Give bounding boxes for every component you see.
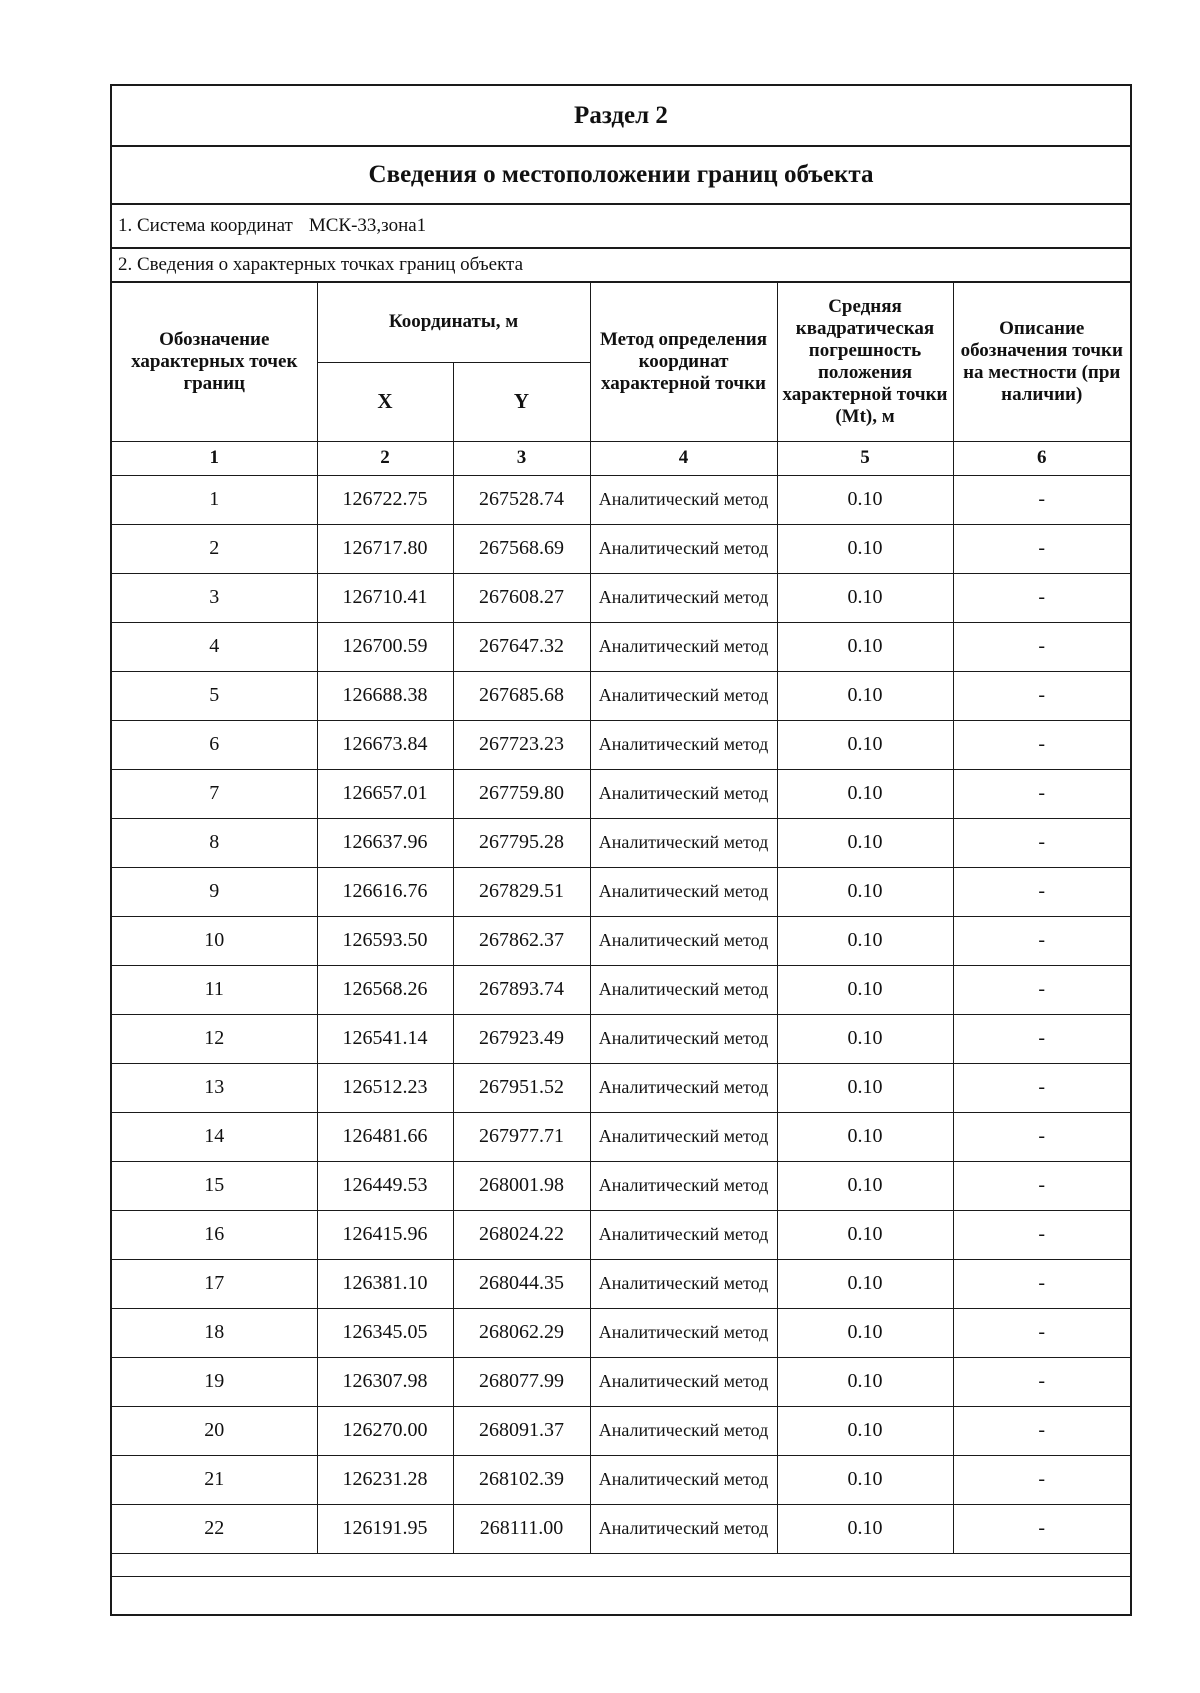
description-cell: -	[953, 1014, 1130, 1063]
x-coordinate-cell: 126717.80	[317, 524, 453, 573]
accuracy-cell: 0.10	[777, 1455, 953, 1504]
point-cell: 5	[112, 671, 317, 720]
description-cell: -	[953, 1161, 1130, 1210]
point-cell: 14	[112, 1112, 317, 1161]
point-cell: 1	[112, 475, 317, 524]
point-cell: 17	[112, 1259, 317, 1308]
accuracy-cell: 0.10	[777, 769, 953, 818]
accuracy-cell: 0.10	[777, 916, 953, 965]
accuracy-cell: 0.10	[777, 1210, 953, 1259]
point-cell: 6	[112, 720, 317, 769]
x-coordinate-cell: 126231.28	[317, 1455, 453, 1504]
description-cell: -	[953, 524, 1130, 573]
y-coordinate-cell: 267795.28	[453, 818, 590, 867]
x-coordinate-cell: 126541.14	[317, 1014, 453, 1063]
accuracy-cell: 0.10	[777, 720, 953, 769]
empty-cell	[112, 1553, 1130, 1576]
description-cell: -	[953, 1504, 1130, 1553]
description-cell: -	[953, 1063, 1130, 1112]
table-row	[112, 1112, 1130, 1161]
x-coordinate-cell: 126449.53	[317, 1161, 453, 1210]
description-cell: -	[953, 818, 1130, 867]
method-cell: Аналитический метод	[590, 1455, 777, 1504]
description-cell: -	[953, 867, 1130, 916]
table-row	[112, 1063, 1130, 1112]
point-cell: 9	[112, 867, 317, 916]
table-row	[112, 524, 1130, 573]
y-coordinate-cell: 268077.99	[453, 1357, 590, 1406]
description-cell: -	[953, 1406, 1130, 1455]
boundary-points-table	[112, 283, 1130, 1577]
column-number: 2	[317, 441, 453, 475]
x-coordinate-cell: 126722.75	[317, 475, 453, 524]
x-coordinate-cell: 126700.59	[317, 622, 453, 671]
table-row	[112, 769, 1130, 818]
coordinate-system-label: 1. Система координат	[118, 215, 293, 236]
accuracy-cell: 0.10	[777, 1259, 953, 1308]
accuracy-cell: 0.10	[777, 524, 953, 573]
y-coordinate-cell: 267893.74	[453, 965, 590, 1014]
point-cell: 3	[112, 573, 317, 622]
x-coordinate-cell: 126481.66	[317, 1112, 453, 1161]
x-coordinate-cell: 126593.50	[317, 916, 453, 965]
method-cell: Аналитический метод	[590, 524, 777, 573]
description-cell: -	[953, 965, 1130, 1014]
point-cell: 20	[112, 1406, 317, 1455]
description-cell: -	[953, 720, 1130, 769]
x-coordinate-cell: 126307.98	[317, 1357, 453, 1406]
points-table-body	[112, 475, 1130, 1576]
column-number: 1	[112, 441, 317, 475]
table-row	[112, 1504, 1130, 1553]
method-cell: Аналитический метод	[590, 1112, 777, 1161]
description-cell: -	[953, 916, 1130, 965]
header-coordinates: Координаты, м	[317, 283, 590, 362]
x-coordinate-cell: 126568.26	[317, 965, 453, 1014]
x-coordinate-cell: 126637.96	[317, 818, 453, 867]
x-coordinate-cell: 126191.95	[317, 1504, 453, 1553]
point-cell: 15	[112, 1161, 317, 1210]
y-coordinate-cell: 268044.35	[453, 1259, 590, 1308]
y-coordinate-cell: 268024.22	[453, 1210, 590, 1259]
y-coordinate-cell: 267951.52	[453, 1063, 590, 1112]
section-title: Раздел 2	[112, 86, 1130, 147]
header-x: X	[317, 362, 453, 441]
column-number: 4	[590, 441, 777, 475]
description-cell: -	[953, 622, 1130, 671]
y-coordinate-cell: 267829.51	[453, 867, 590, 916]
description-cell: -	[953, 1112, 1130, 1161]
y-coordinate-cell: 268091.37	[453, 1406, 590, 1455]
description-cell: -	[953, 769, 1130, 818]
x-coordinate-cell: 126688.38	[317, 671, 453, 720]
header-point-designation: Обозначение характерных точек границ	[112, 283, 317, 441]
y-coordinate-cell: 267608.27	[453, 573, 590, 622]
point-cell: 12	[112, 1014, 317, 1063]
y-coordinate-cell: 267647.32	[453, 622, 590, 671]
coordinate-system-value: МСК-33,зона1	[308, 215, 427, 236]
y-coordinate-cell: 268102.39	[453, 1455, 590, 1504]
description-cell: -	[953, 1357, 1130, 1406]
accuracy-cell: 0.10	[777, 1357, 953, 1406]
y-coordinate-cell: 267977.71	[453, 1112, 590, 1161]
method-cell: Аналитический метод	[590, 1014, 777, 1063]
point-cell: 13	[112, 1063, 317, 1112]
point-cell: 21	[112, 1455, 317, 1504]
method-cell: Аналитический метод	[590, 1406, 777, 1455]
points-section-label: 2. Сведения о характерных точках границ объекта	[112, 249, 1130, 283]
table-row	[112, 475, 1130, 524]
x-coordinate-cell: 126657.01	[317, 769, 453, 818]
method-cell: Аналитический метод	[590, 1161, 777, 1210]
accuracy-cell: 0.10	[777, 573, 953, 622]
table-row	[112, 1357, 1130, 1406]
table-row	[112, 965, 1130, 1014]
table-row	[112, 916, 1130, 965]
table-row	[112, 1406, 1130, 1455]
method-cell: Аналитический метод	[590, 671, 777, 720]
point-cell: 2	[112, 524, 317, 573]
description-cell: -	[953, 1308, 1130, 1357]
table-row	[112, 1210, 1130, 1259]
column-number-row	[112, 441, 1130, 475]
column-number: 5	[777, 441, 953, 475]
accuracy-cell: 0.10	[777, 671, 953, 720]
header-description: Описание обозначения точки на местности (при наличии)	[953, 283, 1130, 441]
method-cell: Аналитический метод	[590, 1357, 777, 1406]
description-cell: -	[953, 1455, 1130, 1504]
point-cell: 4	[112, 622, 317, 671]
x-coordinate-cell: 126512.23	[317, 1063, 453, 1112]
y-coordinate-cell: 267862.37	[453, 916, 590, 965]
method-cell: Аналитический метод	[590, 622, 777, 671]
method-cell: Аналитический метод	[590, 867, 777, 916]
table-row	[112, 622, 1130, 671]
point-cell: 18	[112, 1308, 317, 1357]
point-cell: 22	[112, 1504, 317, 1553]
x-coordinate-cell: 126673.84	[317, 720, 453, 769]
y-coordinate-cell: 268111.00	[453, 1504, 590, 1553]
table-row	[112, 1455, 1130, 1504]
y-coordinate-cell: 267723.23	[453, 720, 590, 769]
y-coordinate-cell: 267759.80	[453, 769, 590, 818]
table-row	[112, 818, 1130, 867]
header-accuracy: Средняя квадратическая погрешность положения характерной точки (Mt), м	[777, 283, 953, 441]
y-coordinate-cell: 267685.68	[453, 671, 590, 720]
description-cell: -	[953, 573, 1130, 622]
description-cell: -	[953, 671, 1130, 720]
method-cell: Аналитический метод	[590, 573, 777, 622]
accuracy-cell: 0.10	[777, 1504, 953, 1553]
method-cell: Аналитический метод	[590, 1504, 777, 1553]
method-cell: Аналитический метод	[590, 1259, 777, 1308]
point-cell: 7	[112, 769, 317, 818]
accuracy-cell: 0.10	[777, 475, 953, 524]
method-cell: Аналитический метод	[590, 720, 777, 769]
y-coordinate-cell: 267568.69	[453, 524, 590, 573]
table-empty-row	[112, 1553, 1130, 1576]
method-cell: Аналитический метод	[590, 1210, 777, 1259]
y-coordinate-cell: 268001.98	[453, 1161, 590, 1210]
x-coordinate-cell: 126710.41	[317, 573, 453, 622]
accuracy-cell: 0.10	[777, 622, 953, 671]
description-cell: -	[953, 1259, 1130, 1308]
point-cell: 19	[112, 1357, 317, 1406]
method-cell: Аналитический метод	[590, 1063, 777, 1112]
accuracy-cell: 0.10	[777, 1308, 953, 1357]
method-cell: Аналитический метод	[590, 475, 777, 524]
point-cell: 8	[112, 818, 317, 867]
table-row	[112, 573, 1130, 622]
table-row	[112, 671, 1130, 720]
table-row	[112, 1308, 1130, 1357]
header-method: Метод определения координат характерной точки	[590, 283, 777, 441]
method-cell: Аналитический метод	[590, 965, 777, 1014]
point-cell: 10	[112, 916, 317, 965]
accuracy-cell: 0.10	[777, 1406, 953, 1455]
section-subtitle: Сведения о местоположении границ объекта	[112, 147, 1130, 205]
accuracy-cell: 0.10	[777, 965, 953, 1014]
header-y: Y	[453, 362, 590, 441]
document-frame	[110, 84, 1132, 1616]
accuracy-cell: 0.10	[777, 1161, 953, 1210]
x-coordinate-cell: 126345.05	[317, 1308, 453, 1357]
column-number: 6	[953, 441, 1130, 475]
table-row	[112, 720, 1130, 769]
accuracy-cell: 0.10	[777, 818, 953, 867]
method-cell: Аналитический метод	[590, 1308, 777, 1357]
table-row	[112, 1161, 1130, 1210]
accuracy-cell: 0.10	[777, 1063, 953, 1112]
accuracy-cell: 0.10	[777, 867, 953, 916]
y-coordinate-cell: 267923.49	[453, 1014, 590, 1063]
coordinate-system-line	[112, 205, 1130, 249]
x-coordinate-cell: 126616.76	[317, 867, 453, 916]
description-cell: -	[953, 475, 1130, 524]
method-cell: Аналитический метод	[590, 818, 777, 867]
x-coordinate-cell: 126415.96	[317, 1210, 453, 1259]
point-cell: 16	[112, 1210, 317, 1259]
column-number: 3	[453, 441, 590, 475]
description-cell: -	[953, 1210, 1130, 1259]
x-coordinate-cell: 126381.10	[317, 1259, 453, 1308]
y-coordinate-cell: 267528.74	[453, 475, 590, 524]
table-row	[112, 1014, 1130, 1063]
point-cell: 11	[112, 965, 317, 1014]
table-row	[112, 1259, 1130, 1308]
accuracy-cell: 0.10	[777, 1112, 953, 1161]
accuracy-cell: 0.10	[777, 1014, 953, 1063]
table-row	[112, 867, 1130, 916]
x-coordinate-cell: 126270.00	[317, 1406, 453, 1455]
method-cell: Аналитический метод	[590, 916, 777, 965]
method-cell: Аналитический метод	[590, 769, 777, 818]
y-coordinate-cell: 268062.29	[453, 1308, 590, 1357]
